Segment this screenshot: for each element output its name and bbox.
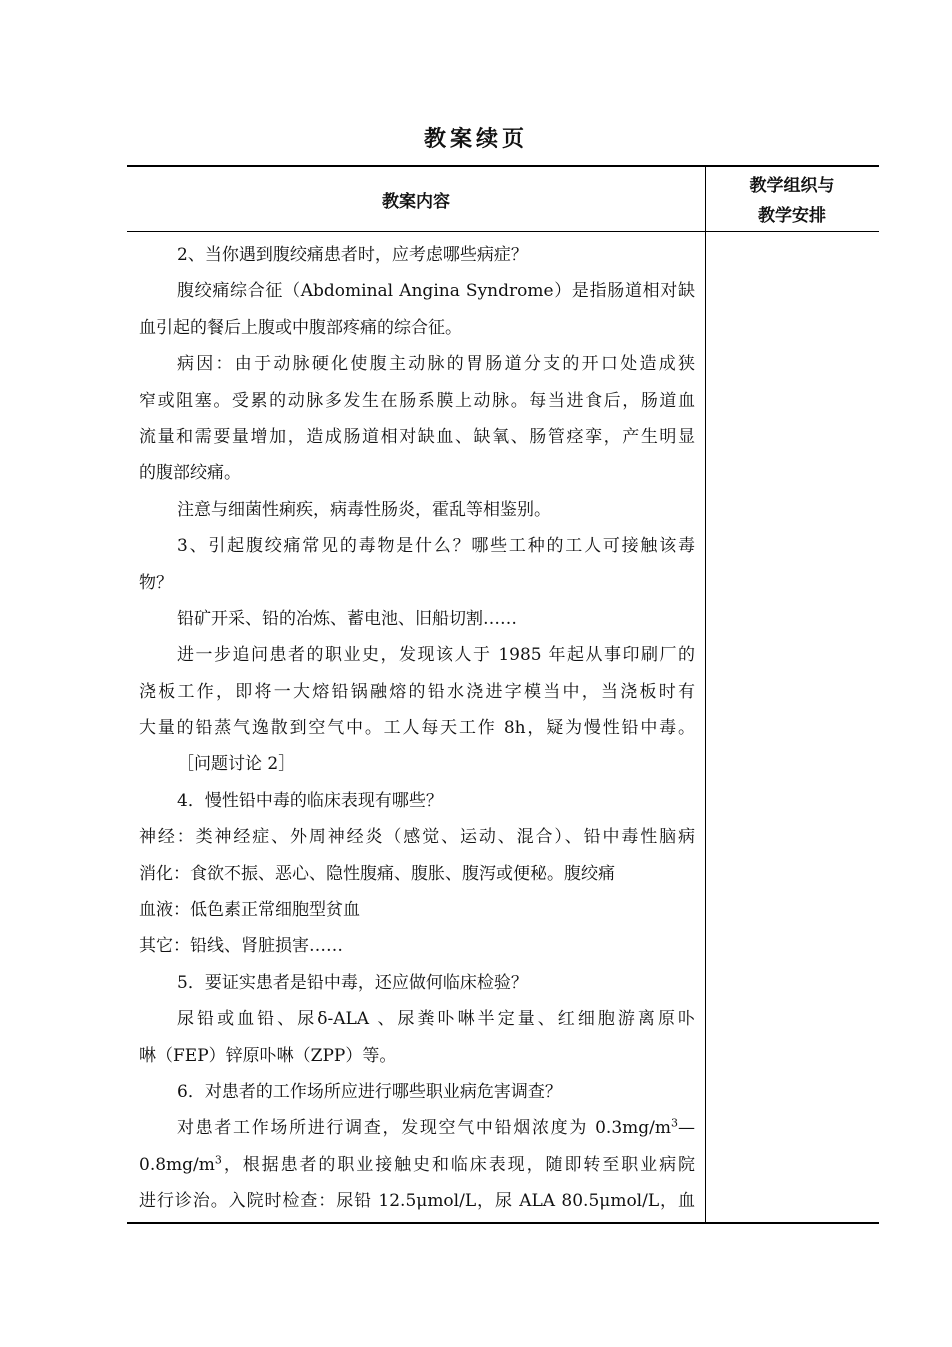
line-text: —: [678, 1118, 695, 1139]
content-line: 4．慢性铅中毒的临床表现有哪些？: [177, 790, 443, 811]
content-line: 窄或阻塞。受累的动脉多发生在肠系膜上动脉。每当进食后，肠道血: [139, 390, 695, 411]
content-line: 6．对患者的工作场所应进行哪些职业病危害调查？: [177, 1081, 562, 1102]
superscript: 3: [214, 1153, 222, 1167]
content-line: [139, 1110, 695, 1146]
content-line: 其它：铅线、肾脏损害……: [139, 936, 343, 957]
content-line: 进一步追问患者的职业史，发现该人于 1985 年起从事印刷厂的: [177, 645, 695, 666]
content-line: 的腹部绞痛。: [139, 463, 241, 484]
content-line: 进行诊治。入院时检查：尿铅 12.5μmol/L，尿 ALA 80.5μmol/L，血: [139, 1191, 695, 1212]
content-line: 浇板工作，即将一大熔铅锅融熔的铅水浇进字模当中，当浇板时有: [139, 681, 695, 702]
line-text: ，根据患者的职业接触史和临床表现，随即转至职业病院: [221, 1154, 695, 1175]
content-line: 消化：食欲不振、恶心、隐性腹痛、腹胀、腹泻或便秘。腹绞痛: [139, 863, 615, 884]
content-line: 3、引起腹绞痛常见的毒物是什么？哪些工种的工人可接触该毒: [177, 536, 695, 557]
content-line: 血液：低色素正常细胞型贫血: [139, 900, 360, 921]
page-title: 教案续页: [423, 126, 528, 152]
content-line: 腹绞痛综合征（Abdominal Angina Syndrome）是指肠道相对缺: [177, 281, 695, 302]
superscript: 3: [671, 1116, 678, 1130]
content-line: 流量和需要量增加，造成肠道相对缺血、缺氧、肠管痉挛，产生明显: [139, 426, 695, 447]
header-right-line1: 教学组织与: [749, 176, 835, 196]
content-line: 物？: [139, 572, 173, 593]
content-line: 2、当你遇到腹绞痛患者时，应考虑哪些病症？: [177, 245, 528, 265]
content-line: 血引起的餐后上腹或中腹部疼痛的综合征。: [139, 317, 462, 338]
content-line: 注意与细菌性痢疾，病毒性肠炎，霍乱等相鉴别。: [177, 499, 551, 520]
header-right-line2: 教学安排: [758, 206, 826, 226]
line-text: 0.8mg/m: [139, 1154, 215, 1175]
lesson-content-body: [139, 237, 695, 1220]
content-line: 大量的铅蒸气逸散到空气中。工人每天工作 8h，疑为慢性铅中毒。: [139, 718, 695, 739]
content-line: [139, 1147, 695, 1183]
header-lesson-content: 教案内容: [382, 191, 450, 212]
content-line: ［问题讨论 2］: [177, 754, 296, 775]
content-line: 铅矿开采、铅的冶炼、蓄电池、旧船切割……: [177, 608, 517, 629]
header-teaching-arrangement: [706, 171, 878, 231]
lesson-plan-table: [127, 165, 879, 1224]
content-line: 病因：由于动脉硬化使腹主动脉的胃肠道分支的开口处造成狭: [177, 354, 695, 375]
column-divider: [705, 167, 706, 1222]
line-text: 对患者工作场所进行调查，发现空气中铅烟浓度为 0.3mg/m: [177, 1118, 671, 1139]
content-line: 啉（FEP）锌原卟啉（ZPP）等。: [139, 1045, 397, 1066]
header-divider: [127, 231, 879, 232]
content-line: 神经：类神经症、外周神经炎（感觉、运动、混合）、铅中毒性脑病: [139, 827, 695, 848]
content-line: 5．要证实患者是铅中毒，还应做何临床检验？: [177, 972, 528, 993]
content-line: 尿铅或血铅、尿δ-ALA 、尿粪卟啉半定量、红细胞游离原卟: [177, 1009, 695, 1030]
